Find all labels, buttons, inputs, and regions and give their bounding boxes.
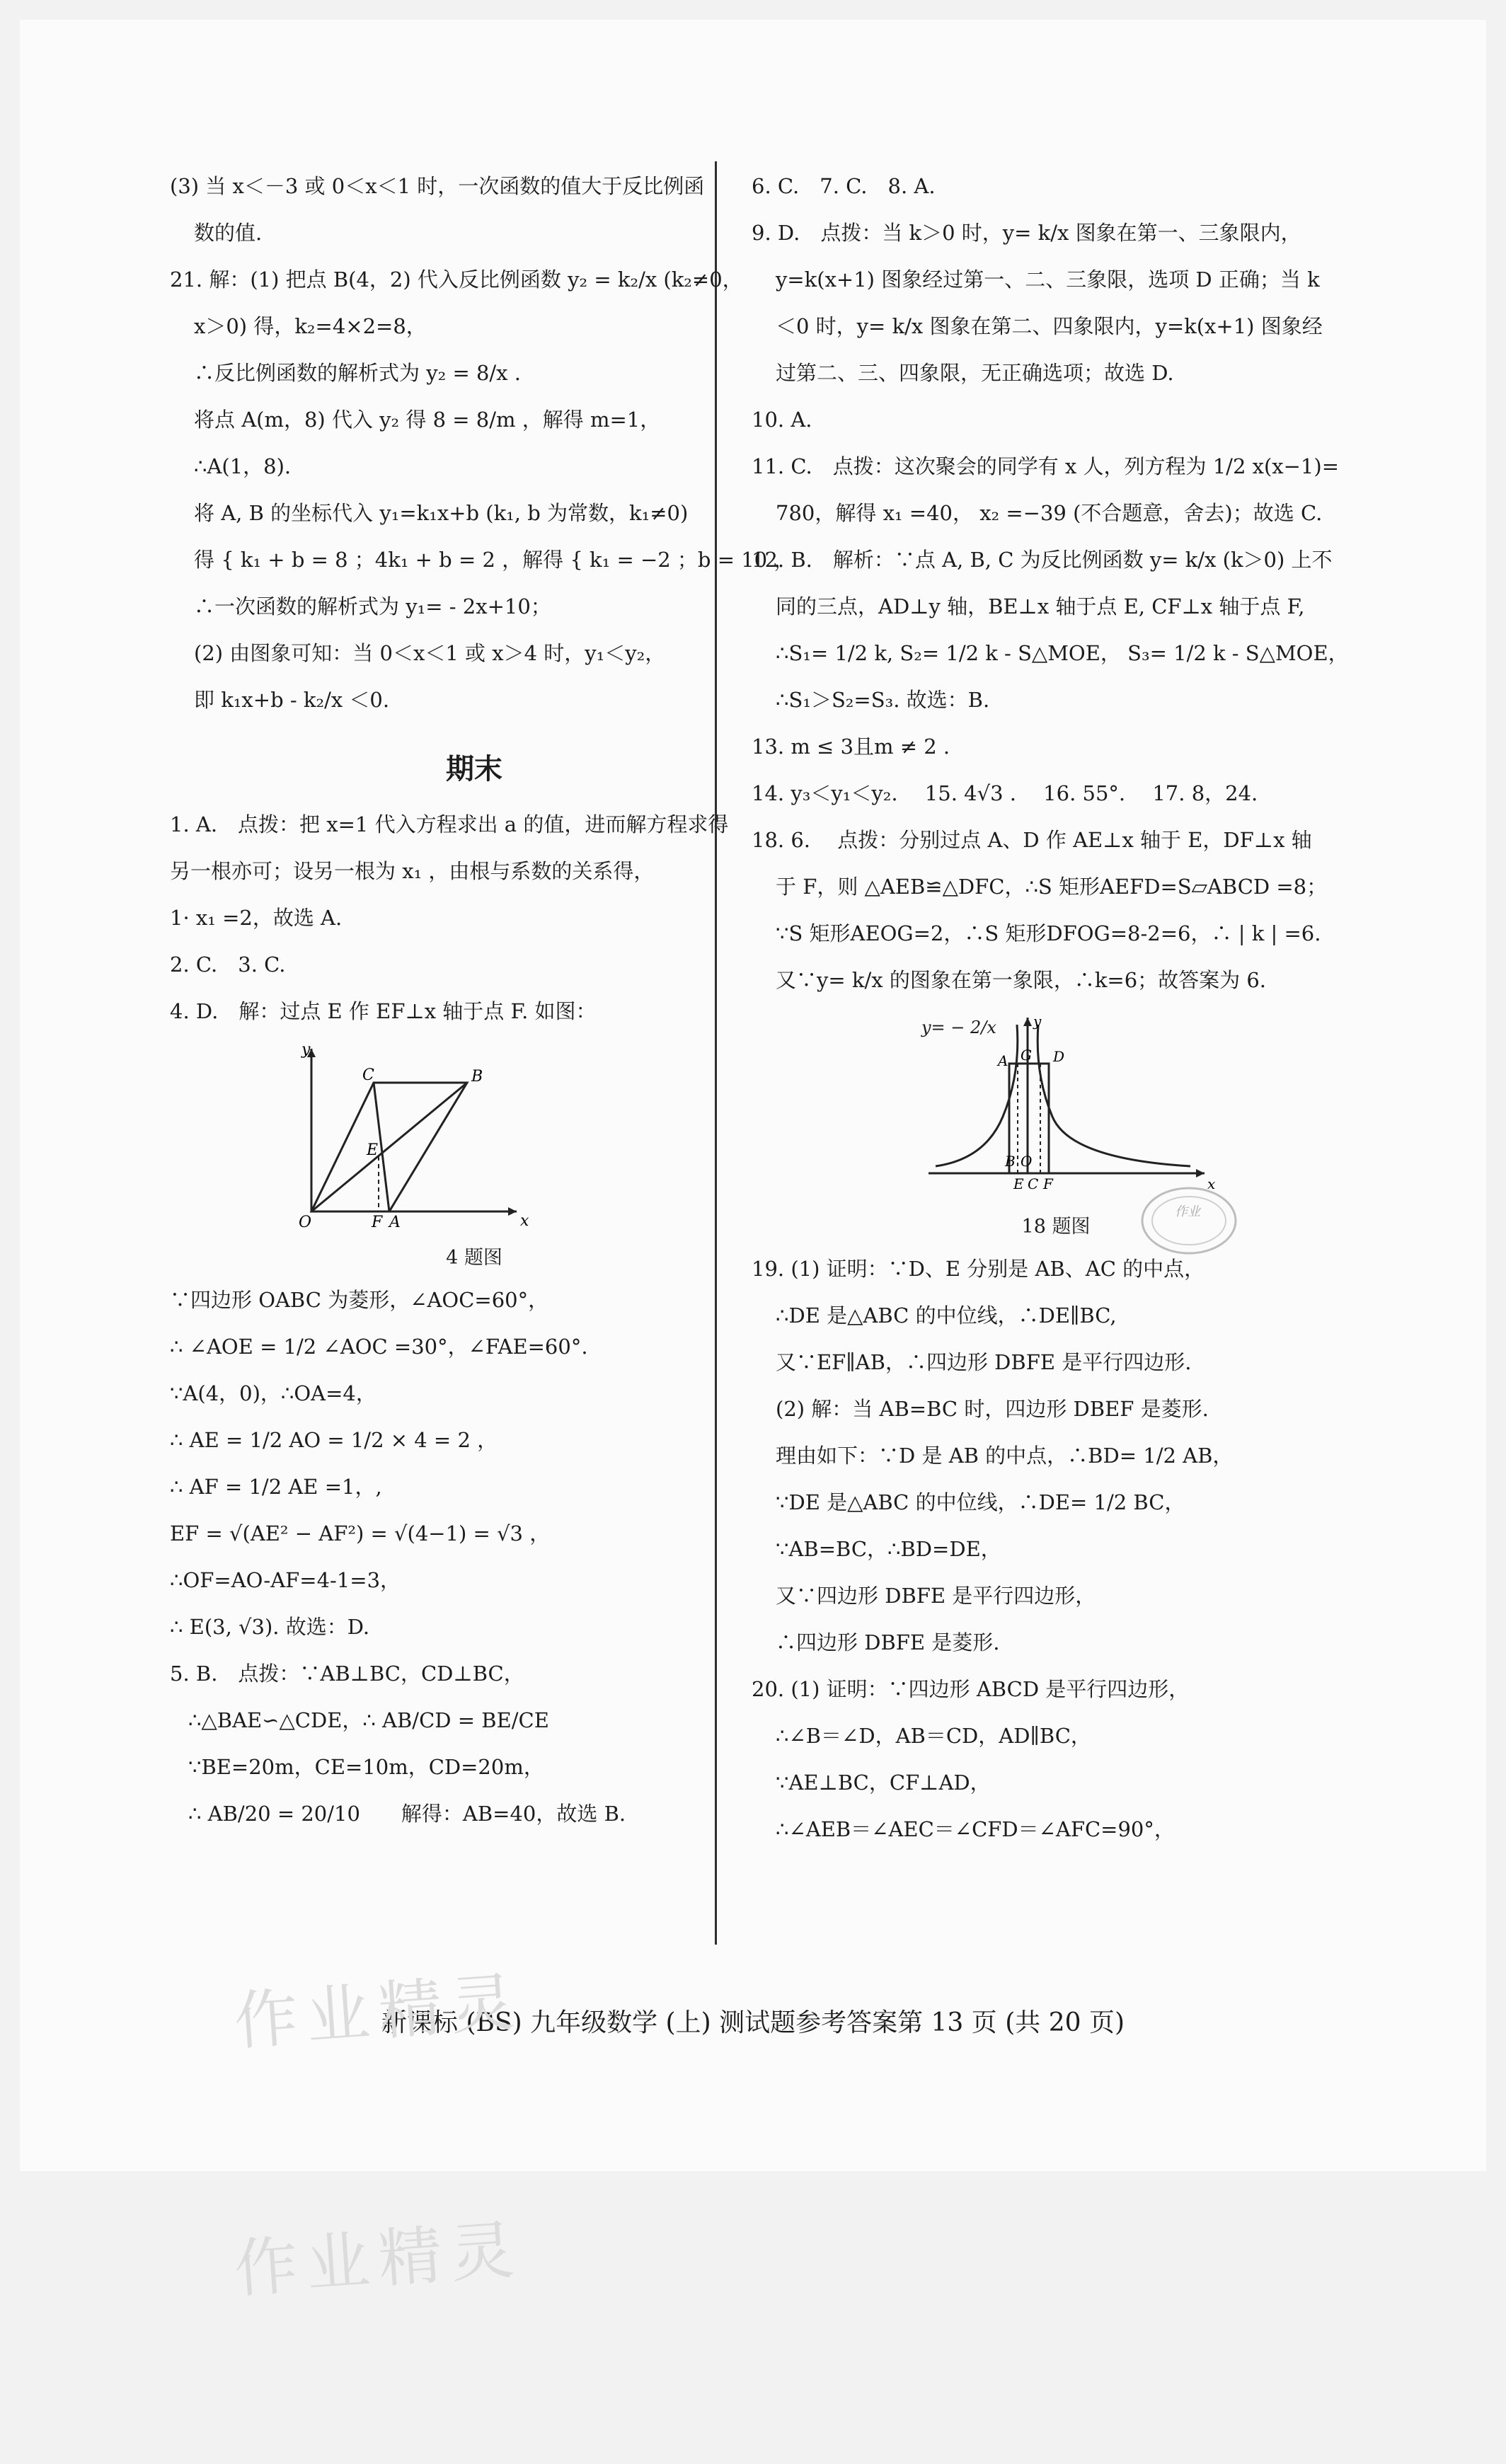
text-line: ∴∠B＝∠D，AB＝CD，AD∥BC， — [776, 1724, 1091, 1748]
figure-18-hyperbola — [752, 1003, 1360, 1209]
text-line: 又∵四边形 DBFE 是平行四边形， — [776, 1584, 1096, 1608]
svg-text:y: y — [1033, 1013, 1042, 1030]
text-line: 19. (1) 证明：∵D、E 分别是 AB、AC 的中点， — [752, 1257, 1205, 1281]
text-line: 21. 解：(1) 把点 B(4，2) 代入反比例函数 y₂ = k₂/x (k₂≠0， — [170, 267, 743, 292]
text-line: ∴ AE = 1/2 AO = 1/2 × 4 = 2 ， — [170, 1428, 498, 1452]
watermark: 作业精灵 — [231, 1964, 525, 2060]
svg-text:A: A — [389, 1214, 401, 1231]
text-line: 数的值. — [194, 221, 263, 245]
text-line: (3) 当 x＜－3 或 0＜x＜1 时，一次函数的值大于反比例函 — [170, 174, 705, 198]
svg-text:F: F — [372, 1214, 383, 1231]
text-line: 即 k₁x+b - k₂/x ＜0. — [194, 688, 390, 712]
svg-text:y: y — [301, 1041, 311, 1059]
text-line: 14. y₃＜y₁＜y₂. 15. 4√3 . 16. 55°. 17. 8，24. — [752, 781, 1258, 805]
svg-text:x: x — [1207, 1175, 1216, 1192]
right-column — [752, 163, 1360, 1853]
svg-text:C: C — [362, 1066, 374, 1084]
text-line: 10. A. — [752, 408, 812, 432]
text-line: 12. B. 解析：∵点 A, B, C 为反比例函数 y= k/x (k＞0) 上不 — [752, 548, 1333, 572]
text-line: ∴四边形 DBFE 是菱形. — [776, 1630, 1000, 1654]
page-footer: 新课标 (BS) 九年级数学 (上) 测试题参考答案第 13 页 (共 20 页) — [381, 2008, 1125, 2037]
text-line: ∴S₁= 1/2 k, S₂= 1/2 k - S△MOE， S₃= 1/2 k - S△MOE， — [776, 641, 1349, 665]
text-line: ∴∠AEB＝∠AEC＝∠CFD＝∠AFC=90°， — [776, 1817, 1175, 1841]
text-line: ∴A(1，8). — [194, 454, 292, 478]
text-line: ∴OF=AO-AF=4-1=3， — [170, 1568, 401, 1592]
text-line: ∴ AB/20 = 20/10 解得：AB=40，故选 B. — [188, 1802, 626, 1826]
stamp-text: 作业 — [1175, 1204, 1200, 1219]
figure-18-function-label: y= − 2/x — [921, 1018, 996, 1037]
svg-text:B: B — [471, 1068, 483, 1086]
stamp-logo — [1136, 1182, 1242, 1262]
svg-text:O: O — [299, 1214, 312, 1231]
text-line: ∴一次函数的解析式为 y₁= - 2x+10； — [194, 594, 551, 618]
svg-text:D: D — [1053, 1048, 1065, 1065]
svg-text:G: G — [1021, 1047, 1032, 1064]
svg-text:O: O — [1021, 1153, 1033, 1170]
text-line: 将点 A(m，8) 代入 y₂ 得 8 = 8/m ，解得 m=1， — [194, 408, 661, 432]
text-line: ∵DE 是△ABC 的中位线，∴DE= 1/2 BC， — [776, 1490, 1185, 1514]
text-line: ∴S₁＞S₂=S₃. 故选：B. — [776, 688, 990, 712]
text-line: 18. 6. 点拨：分别过点 A、D 作 AE⊥x 轴于 E，DF⊥x 轴 — [752, 828, 1312, 852]
text-line: 6. C. 7. C. 8. A. — [752, 174, 936, 198]
svg-text:B: B — [1005, 1153, 1016, 1170]
text-line: (2) 由图象可知：当 0＜x＜1 或 x＞4 时，y₁＜y₂， — [194, 641, 666, 665]
text-line: 另一根亦可；设另一根为 x₁ ，由根与系数的关系得， — [170, 859, 655, 883]
text-line: 4. D. 解：过点 E 作 EF⊥x 轴于点 F. 如图： — [170, 999, 597, 1023]
figure-4-rhombus — [170, 1035, 778, 1240]
text-line: 1· x₁ =2，故选 A. — [170, 906, 343, 930]
text-line: 2. C. 3. C. — [170, 952, 286, 977]
text-line: ∴DE 是△ABC 的中位线，∴DE∥BC, — [776, 1303, 1117, 1328]
text-line: ∴△BAE∽△CDE，∴ AB/CD = BE/CE — [188, 1708, 549, 1732]
text-line: 780，解得 x₁ =40， x₂ =−39 (不合题意，舍去)；故选 C. — [776, 501, 1323, 525]
svg-text:F: F — [1043, 1175, 1053, 1192]
figure-18-caption: 18 题图 — [1021, 1216, 1091, 1238]
text-line: 13. m ≤ 3且m ≠ 2 . — [752, 735, 950, 759]
text-line: (2) 解：当 AB=BC 时，四边形 DBEF 是菱形. — [776, 1397, 1209, 1421]
text-line: 1. A. 点拨：把 x=1 代入方程求出 a 的值，进而解方程求得 — [170, 812, 729, 836]
text-line: 5. B. 点拨：∵AB⊥BC，CD⊥BC， — [170, 1662, 524, 1686]
text-line: 又∵y= k/x 的图象在第一象限，∴k=6；故答案为 6. — [776, 968, 1267, 992]
text-line: ∴ ∠AOE = 1/2 ∠AOC =30°，∠FAE=60°. — [170, 1335, 588, 1359]
figure-4-caption: 4 题图 — [446, 1247, 502, 1269]
text-line: ＜0 时，y= k/x 图象在第二、四象限内，y=k(x+1) 图象经 — [776, 314, 1323, 338]
text-line: ∵四边形 OABC 为菱形，∠AOC=60°， — [170, 1288, 549, 1312]
text-line: 于 F，则 △AEB≌△DFC，∴S 矩形AEFD=S▱ABCD =8； — [776, 875, 1328, 899]
text-line: 理由如下：∵D 是 AB 的中点，∴BD= 1/2 AB， — [776, 1444, 1234, 1468]
text-line: ∴反比例函数的解析式为 y₂ = 8/x . — [194, 361, 521, 385]
text-line: 得 { k₁ + b = 8 ；4k₁ + b = 2 ，解得 { k₁ = −2 ；b = 10 ， — [194, 548, 795, 572]
text-line: ∵BE=20m，CE=10m，CD=20m， — [188, 1755, 544, 1779]
text-line: ∴ E(3, √3). 故选：D. — [170, 1615, 370, 1639]
text-line: 将 A, B 的坐标代入 y₁=k₁x+b (k₁, b 为常数，k₁≠0) — [194, 501, 689, 525]
text-line: 又∵EF∥AB，∴四边形 DBFE 是平行四边形. — [776, 1350, 1192, 1374]
text-line: x＞0) 得，k₂=4×2=8， — [194, 314, 427, 338]
svg-text:A: A — [998, 1052, 1008, 1069]
text-line: 过第二、三、四象限，无正确选项；故选 D. — [776, 361, 1174, 385]
section-title: 期末 — [446, 753, 502, 785]
watermark: 作业精灵 — [231, 2212, 525, 2308]
svg-text:C: C — [1028, 1175, 1039, 1192]
hyperbola-diagram — [921, 1011, 1219, 1194]
text-line: 同的三点，AD⊥y 轴，BE⊥x 轴于点 E, CF⊥x 轴于点 F, — [776, 594, 1305, 618]
text-line: ∵AE⊥BC，CF⊥AD， — [776, 1771, 991, 1795]
text-line: ∵AB=BC，∴BD=DE， — [776, 1537, 1001, 1561]
rhombus-diagram — [283, 1035, 580, 1233]
text-line: 11. C. 点拨：这次聚会的同学有 x 人，列方程为 1/2 x(x−1)= — [752, 454, 1339, 478]
text-line: 20. (1) 证明：∵四边形 ABCD 是平行四边形， — [752, 1677, 1190, 1701]
svg-text:x: x — [520, 1212, 529, 1230]
svg-text:E: E — [367, 1141, 379, 1159]
stamp-icon — [1136, 1182, 1242, 1260]
text-line: ∴ AF = 1/2 AE =1，, — [170, 1475, 382, 1499]
text-line: 9. D. 点拨：当 k＞0 时，y= k/x 图象在第一、三象限内， — [752, 221, 1301, 245]
text-line: EF = √(AE² − AF²) = √(4−1) = √3 ， — [170, 1521, 551, 1545]
svg-text:E: E — [1013, 1175, 1024, 1192]
text-line: ∵S 矩形AEOG=2，∴S 矩形DFOG=8-2=6，∴ | k | =6. — [776, 921, 1321, 945]
text-line: ∵A(4，0)，∴OA=4， — [170, 1381, 376, 1405]
text-line: y=k(x+1) 图象经过第一、二、三象限，选项 D 正确；当 k — [776, 267, 1320, 292]
